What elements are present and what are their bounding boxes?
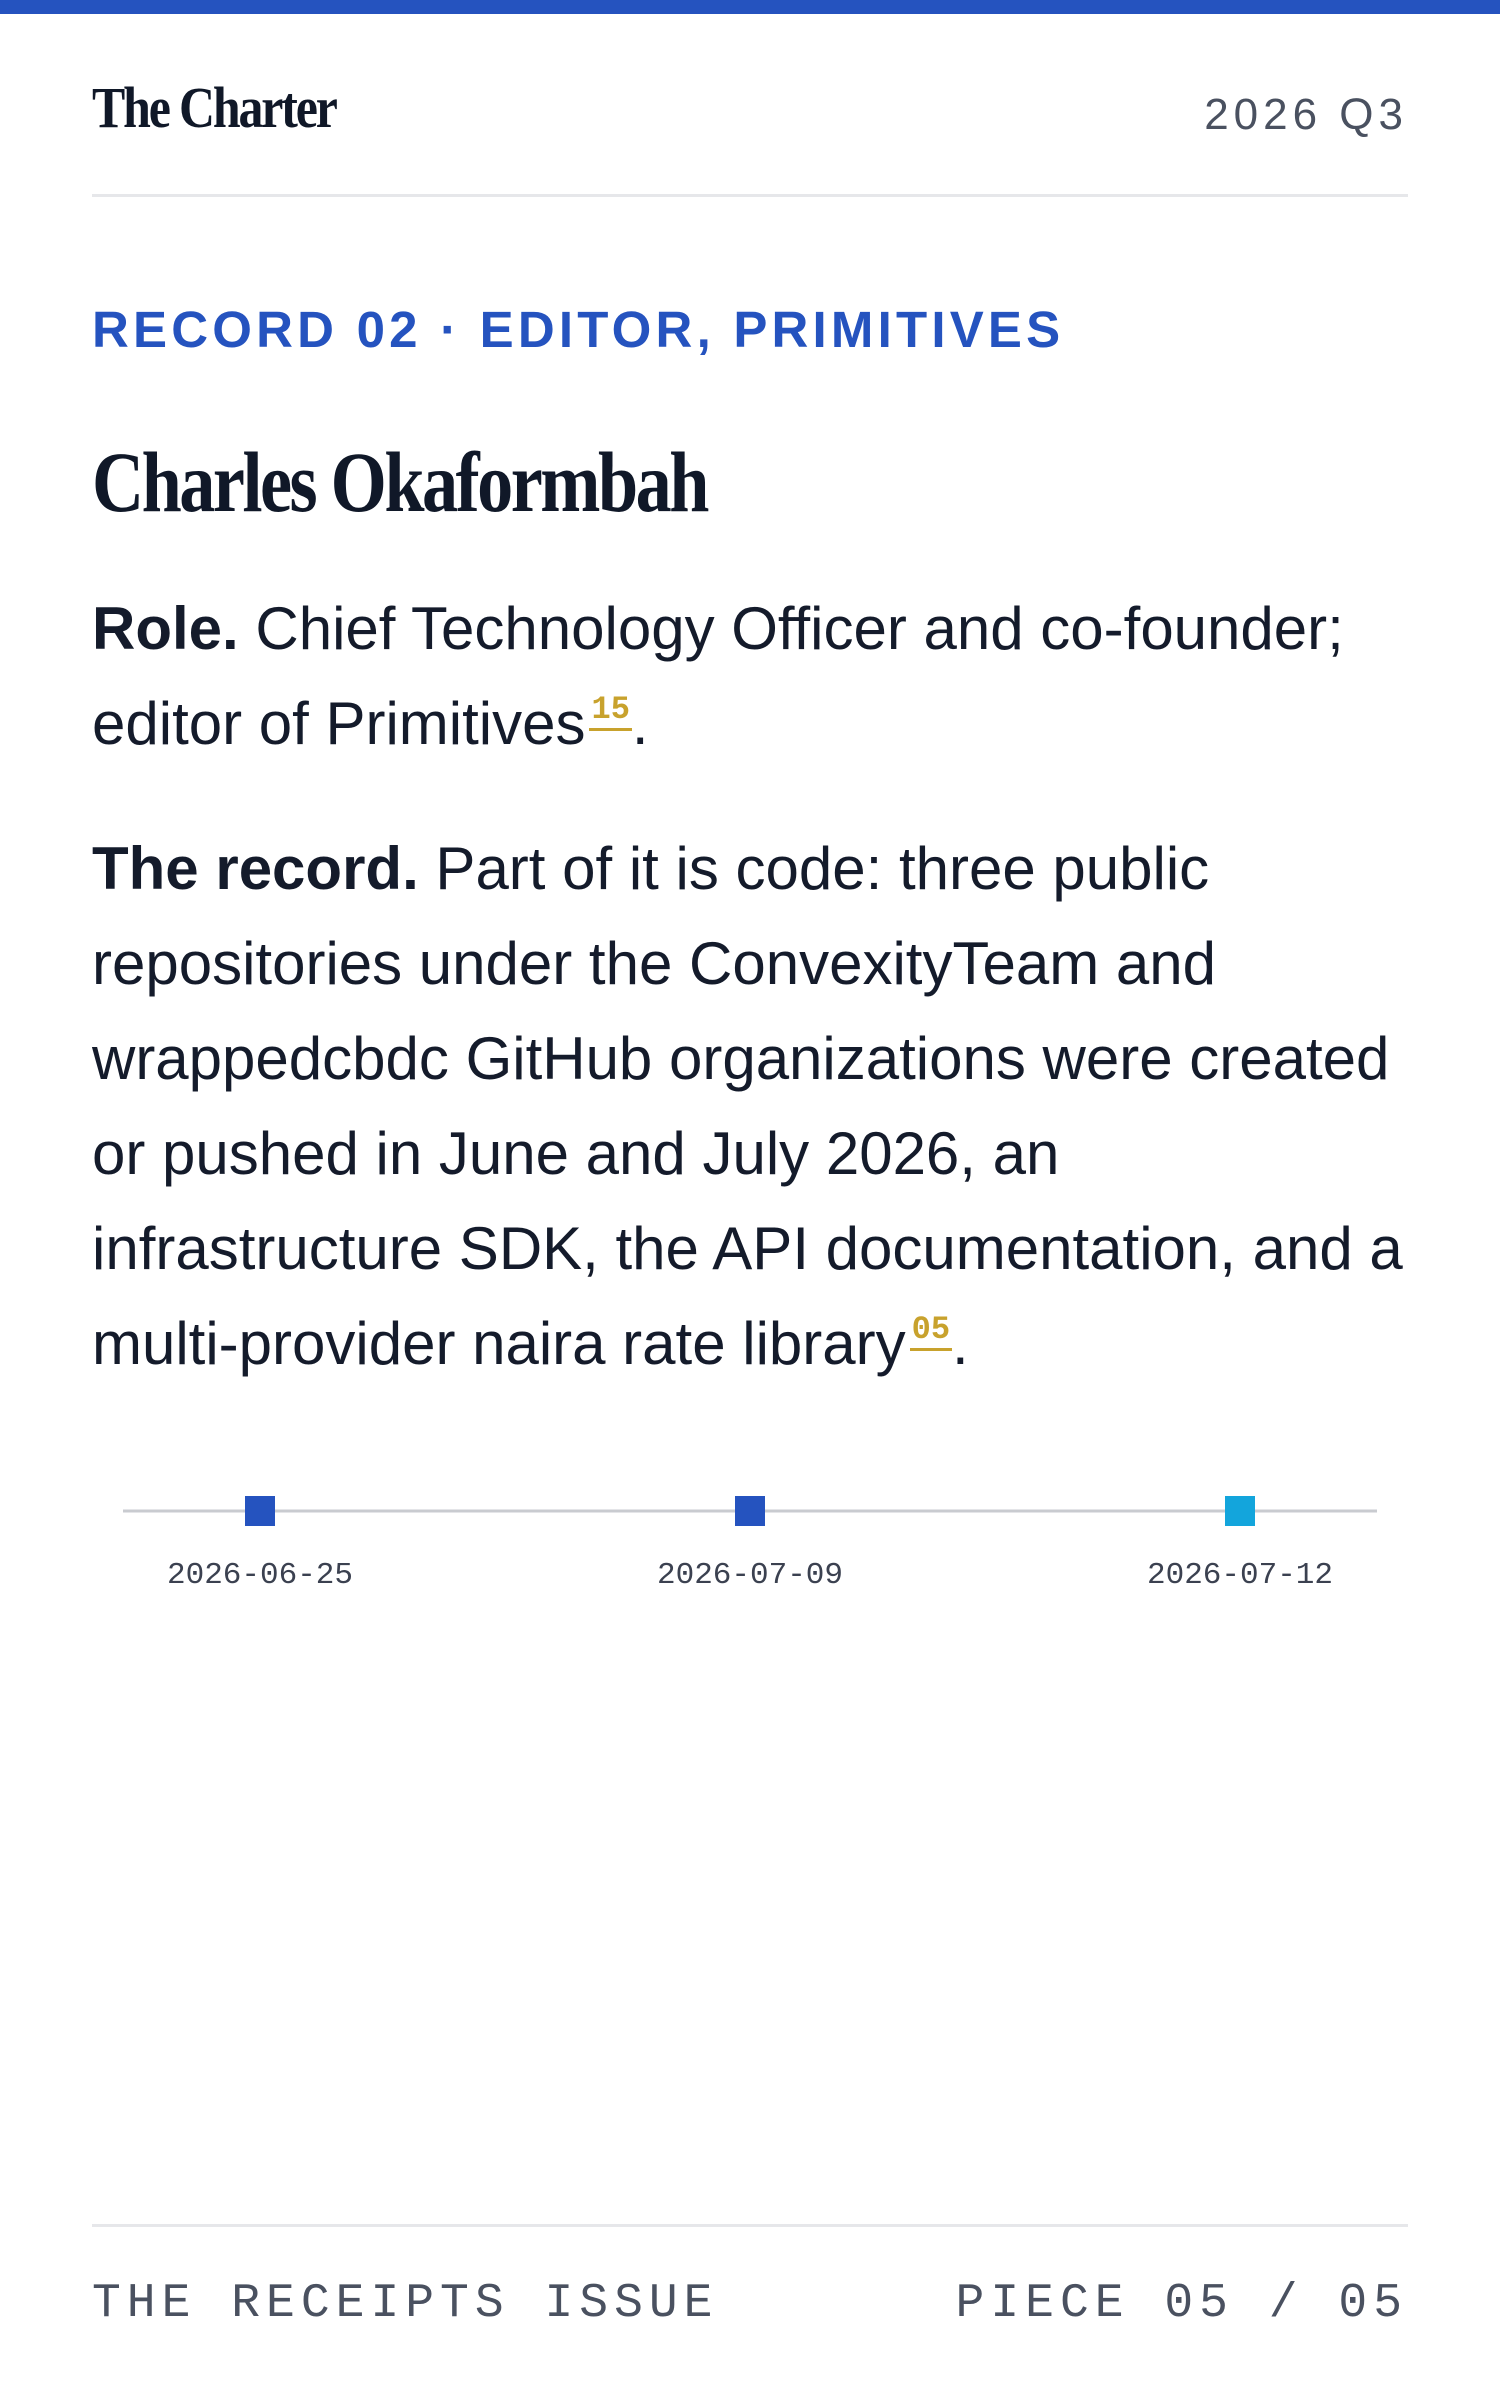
timeline-date-label: 2026-07-09 xyxy=(656,1558,844,1593)
record-paragraph xyxy=(92,821,1422,1391)
issue-date: 2026 Q3 xyxy=(1204,90,1408,139)
piece-counter: PIECE 05 / 05 xyxy=(955,2277,1408,2331)
publication-brand: The Charter xyxy=(92,75,336,140)
masthead xyxy=(92,14,1408,197)
role-paragraph xyxy=(92,581,1422,771)
footnote-link-15[interactable]: 15 xyxy=(589,691,631,731)
timeline-marker xyxy=(735,1496,765,1526)
issue-name: THE RECEIPTS ISSUE xyxy=(92,2277,719,2331)
role-text: Chief Technology Officer and co-founder; editor of Primitives xyxy=(92,595,1344,757)
timeline-marker xyxy=(1225,1496,1255,1526)
accent-top-bar xyxy=(0,0,1500,14)
timeline-marker xyxy=(245,1496,275,1526)
record-text: Part of it is code: three public repositories under the ConvexityTeam and wrappedcbdc GitHub organizations were created or pushed in June and July 2026, an infrastructure SDK, the API documentation, and a multi-provider naira rate library xyxy=(92,835,1403,1377)
record-end: . xyxy=(952,1310,969,1377)
timeline-date-label: 2026-06-25 xyxy=(166,1558,354,1593)
footer xyxy=(92,2224,1408,2377)
role-end: . xyxy=(631,690,649,757)
timeline xyxy=(92,1480,1408,1600)
footnote-link-05[interactable]: 05 xyxy=(910,1311,952,1351)
person-name: Charles Okaformbah xyxy=(92,434,707,530)
timeline-date-label: 2026-07-12 xyxy=(1146,1558,1334,1593)
timeline-svg xyxy=(92,1480,1408,1600)
record-kicker: RECORD 02 · EDITOR, PRIMITIVES xyxy=(92,301,1065,358)
record-lead: The record. xyxy=(92,835,419,902)
role-lead: Role. xyxy=(92,595,239,662)
